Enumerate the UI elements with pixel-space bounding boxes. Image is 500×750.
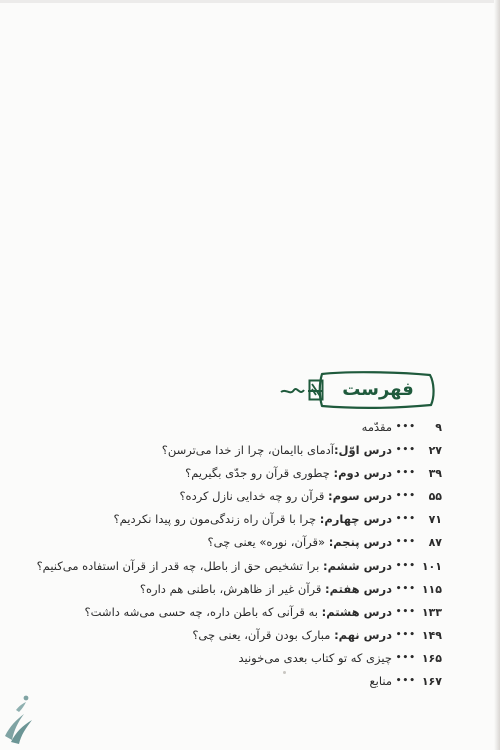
lesson-label: درس چهارم: <box>319 512 392 527</box>
toc-item[interactable] <box>90 531 442 554</box>
publisher-logo-icon <box>2 690 36 746</box>
toc-title-text: مقدّمه <box>361 420 392 434</box>
toc-page-number: ۱۶۵ <box>421 651 442 665</box>
toc-dots: ••• <box>395 422 416 432</box>
toc-page-number: ۸۷ <box>428 536 442 550</box>
toc-dots: ••• <box>395 629 416 640</box>
toc-item[interactable] <box>36 555 442 578</box>
toc-header <box>278 368 438 412</box>
toc-item[interactable] <box>90 647 442 670</box>
toc-dots: ••• <box>395 560 416 571</box>
paper-speck <box>283 671 286 674</box>
toc-dots: ••• <box>395 606 416 617</box>
toc-title-text: چرا با قرآن راه زندگی‌مون رو پیدا نکردیم؟ <box>113 512 317 527</box>
toc-entry-text <box>185 462 392 485</box>
toc-dots: ••• <box>395 468 416 479</box>
toc-title: فهرست <box>342 378 414 400</box>
toc-item[interactable] <box>90 624 442 647</box>
toc-item[interactable] <box>90 485 442 508</box>
toc-entry-text <box>140 578 392 601</box>
lesson-label: درس سوم: <box>328 489 392 504</box>
toc-page-number: ۲۷ <box>428 444 442 458</box>
toc-page-number: ۳۹ <box>428 467 442 481</box>
toc-title-text: «قرآن، نوره» یعنی چی؟ <box>207 535 326 550</box>
toc-entry-text <box>370 670 392 693</box>
toc-entry-text <box>85 601 392 624</box>
lesson-label: درس پنجم: <box>328 535 392 550</box>
toc-entry-text <box>162 439 392 462</box>
lesson-label: درس ششم: <box>322 558 392 573</box>
lesson-label: درس دوم: <box>333 466 392 481</box>
toc-dots: ••• <box>395 583 416 594</box>
lesson-label: درس اوّل: <box>333 443 392 458</box>
toc-page-number: ۱۱۵ <box>421 582 442 596</box>
toc-title-text: چطوری قرآن رو جدّی بگیریم؟ <box>185 466 330 481</box>
toc-page-number: ۱۴۹ <box>421 628 442 642</box>
toc-dots: ••• <box>395 514 416 525</box>
toc-entry-text <box>207 531 392 554</box>
toc-title-text: منابع <box>369 674 392 689</box>
toc-list <box>36 416 442 693</box>
toc-item[interactable] <box>90 670 442 693</box>
toc-item[interactable] <box>90 416 442 439</box>
toc-item[interactable] <box>90 508 442 531</box>
toc-page-number: ۱۳۳ <box>421 605 442 619</box>
toc-page-number: ۷۱ <box>428 513 442 527</box>
toc-dots: ••• <box>395 537 416 548</box>
toc-title-text: برا تشخیص حق از باطل، چه قدر از قرآن استفاده می‌کنیم؟ <box>36 558 320 573</box>
toc-page-number: ۹ <box>435 421 442 434</box>
toc-entry-text <box>238 647 392 670</box>
toc-title-text: قرآن رو چه خدایی نازل کرده؟ <box>179 489 325 504</box>
toc-entry-text <box>114 508 393 531</box>
book-icon <box>308 379 324 401</box>
toc-title-text: مبارک بودن قرآن، یعنی چی؟ <box>192 627 331 642</box>
toc-entry-text <box>362 416 392 439</box>
toc-title-text: چیزی که تو کتاب بعدی می‌خونید <box>238 650 392 665</box>
toc-entry-text <box>192 624 392 647</box>
toc-page-number: ۱۶۷ <box>421 675 442 689</box>
toc-item[interactable] <box>84 601 442 624</box>
toc-title-text: به قرآنی که باطن داره، چه حسی می‌شه داشت؟ <box>84 604 318 619</box>
toc-page-number: ۵۵ <box>428 490 442 504</box>
lesson-label: درس هشتم: <box>321 604 392 619</box>
toc-item[interactable] <box>90 462 442 485</box>
toc-dots: ••• <box>395 676 416 687</box>
toc-title-text: آدمای باایمان، چرا از خدا می‌ترسن؟ <box>161 443 334 458</box>
toc-entry-text <box>179 485 392 508</box>
toc-item[interactable] <box>90 578 442 601</box>
lesson-label: درس هفتم: <box>325 581 392 596</box>
toc-title-text: قرآن غیر از ظاهرش، باطنی هم داره؟ <box>139 581 322 596</box>
toc-entry-text <box>37 555 392 578</box>
toc-dots: ••• <box>395 491 416 502</box>
lesson-label: درس نهم: <box>334 627 392 642</box>
toc-page-number: ۱۰۱ <box>421 559 442 573</box>
toc-dots: ••• <box>395 445 416 456</box>
toc-item[interactable] <box>90 439 442 462</box>
page-binding-shadow <box>494 0 500 750</box>
toc-dots: ••• <box>395 652 416 663</box>
page-edge <box>0 0 500 3</box>
